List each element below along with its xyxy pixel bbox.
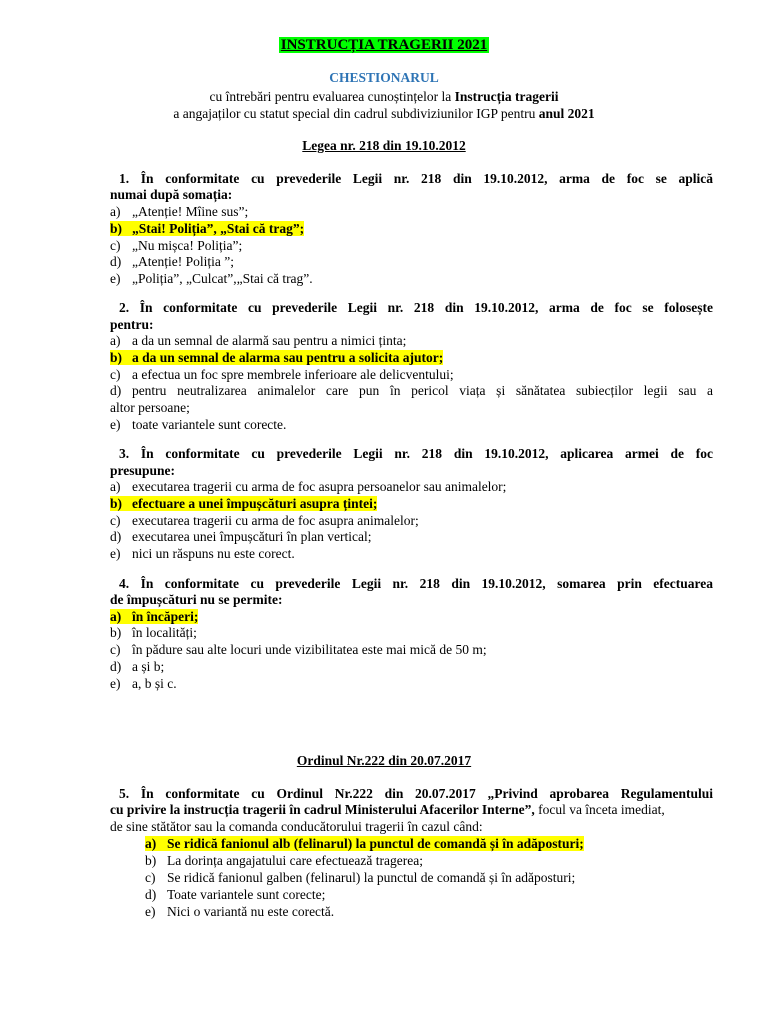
section-heading-order: Ordinul Nr.222 din 20.07.2017: [296, 753, 472, 768]
intro-text: a angajaților cu statut special din cadrul subdiviziunilor IGP pentru: [173, 106, 539, 121]
q2-option-c: c) a efectua un foc spre membrele inferioare ale delicventului;: [110, 367, 454, 382]
intro-line-2: [0, 105, 768, 122]
question-1-line-2: numai după somația:: [110, 187, 233, 202]
intro-line-1: [0, 88, 768, 105]
question-2-line-1: 2. În conformitate cu prevederile Legii nr. 218 din 19.10.2012, arma de foc se folosește: [119, 300, 713, 315]
q2-option-e: e) toate variantele sunt corecte.: [110, 417, 287, 432]
question-3-line-1: 3. În conformitate cu prevederile Legii nr. 218 din 19.10.2012, aplicarea armei de foc: [119, 446, 713, 461]
q1-option-e: e) „Poliția”, „Culcat”,„Stai că trag”.: [110, 271, 313, 286]
q4-option-a-correct: a) în încăperi;: [110, 609, 199, 624]
q4-option-c: c) în pădure sau alte locuri unde vizibilitatea este mai mică de 50 m;: [110, 642, 487, 657]
intro-bold: anul 2021: [538, 106, 595, 121]
question-5-line-2: cu privire la instrucția tragerii în cadrul Ministerului Afacerilor Interne”, focul va înceta imediat,: [110, 802, 665, 817]
question-3-line-2: presupune:: [110, 463, 176, 478]
q5-option-d: d) Toate variantele sunt corecte;: [145, 887, 326, 902]
question-5-line-1: 5. În conformitate cu Ordinul Nr.222 din 20.07.2017 „Privind aprobarea Regulamentului: [119, 786, 713, 801]
question-4-line-2: de împușcături nu se permite:: [110, 592, 283, 607]
q3-option-c: c) executarea tragerii cu arma de foc asupra animalelor;: [110, 513, 419, 528]
q3-option-e: e) nici un răspuns nu este corect.: [110, 546, 295, 561]
intro-bold: Instrucția tragerii: [454, 89, 559, 104]
title-row: [0, 36, 768, 54]
question-2-line-2: pentru:: [110, 317, 154, 332]
question-1-line-1: 1. În conformitate cu prevederile Legii nr. 218 din 19.10.2012, arma de foc se aplică: [119, 171, 713, 186]
q5-option-c: c) Se ridică fanionul galben (felinarul) la punctul de comandă și în adăposturi;: [145, 870, 576, 885]
q2-option-b-correct: b) a da un semnal de alarma sau pentru a solicita ajutor;: [110, 350, 444, 365]
q3-option-d: d) executarea unei împușcături în plan vertical;: [110, 529, 372, 544]
subtitle: CHESTIONARUL: [329, 70, 439, 85]
q4-option-b: b) în localități;: [110, 625, 197, 640]
intro-text: cu întrebări pentru evaluarea cunoștințelor la: [209, 89, 455, 104]
q1-option-b-correct: b) „Stai! Poliția”, „Stai că trag”;: [110, 221, 305, 236]
q5-option-a-correct: a) Se ridică fanionul alb (felinarul) la punctul de comandă și în adăposturi;: [145, 836, 584, 851]
question-5-line-3: de sine stătător sau la comanda conducătorului tragerii în cazul când:: [110, 819, 483, 834]
q1-option-a: a) „Atenție! Mîine sus”;: [110, 204, 249, 219]
section-heading-law: Legea nr. 218 din 19.10.2012: [302, 138, 466, 153]
q3-option-a: a) executarea tragerii cu arma de foc asupra persoanelor sau animalelor;: [110, 479, 507, 494]
q1-option-c: c) „Nu mișca! Poliția”;: [110, 238, 243, 253]
q1-option-d: d) „Atenție! Poliția ”;: [110, 254, 234, 269]
q2-option-a: a) a da un semnal de alarmă sau pentru a nimici ținta;: [110, 333, 407, 348]
q4-option-d: d) a și b;: [110, 659, 165, 674]
q4-option-e: e) a, b și c.: [110, 676, 177, 691]
q2-option-d-cont: altor persoane;: [110, 400, 190, 415]
page-title: INSTRUCȚIA TRAGERII 2021: [280, 37, 488, 53]
question-4-line-1: 4. În conformitate cu prevederile Legii nr. 218 din 19.10.2012, somarea prin efectuarea: [119, 576, 713, 591]
q5-option-e: e) Nici o variantă nu este corectă.: [145, 904, 335, 919]
q5-option-b: b) La dorința angajatului care efectuează tragerea;: [145, 853, 423, 868]
q2-option-d: d) pentru neutralizarea animalelor care pun în pericol viața și sănătatea subiecților legii sau a: [110, 383, 713, 398]
q3-option-b-correct: b) efectuare a unei împușcături asupra țintei;: [110, 496, 378, 511]
